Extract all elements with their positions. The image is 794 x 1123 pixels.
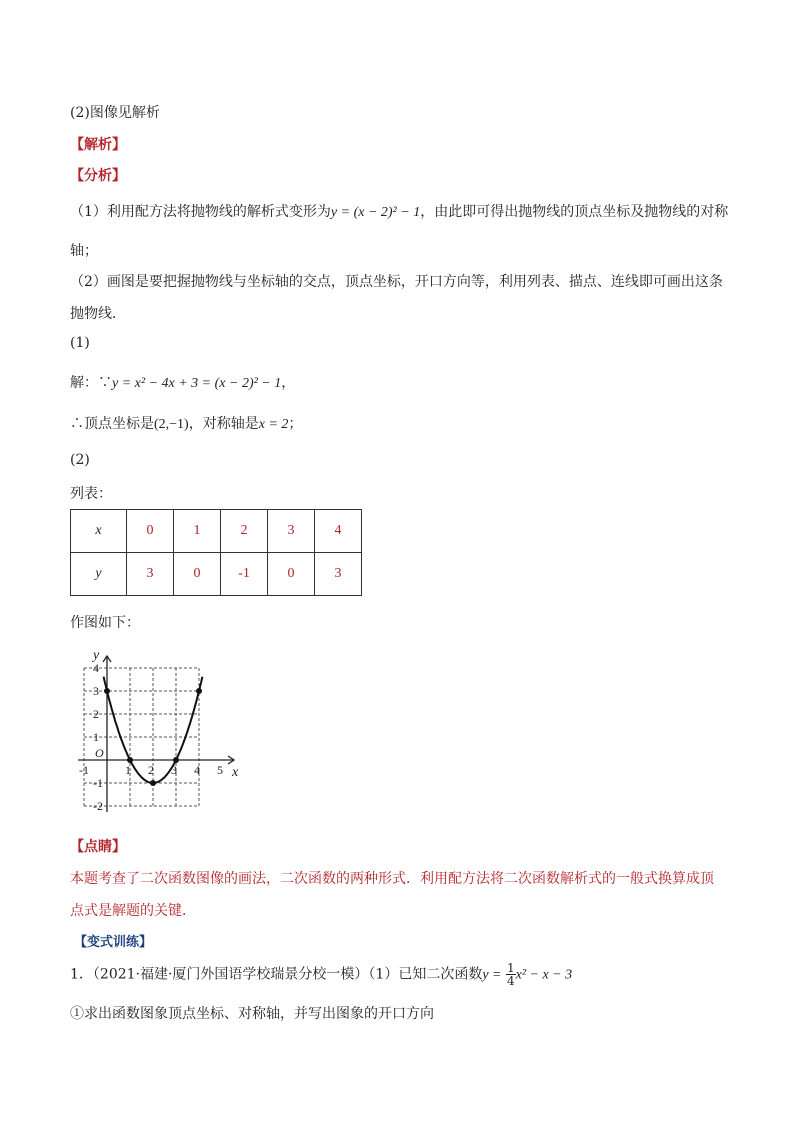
table-cell: 0 xyxy=(268,553,315,596)
analysis-1-formula: y = (x − 2)² − 1 xyxy=(330,205,421,220)
heading-fenxi: 【分析】 xyxy=(70,168,126,184)
analysis-1-text-b: ，由此即可得出抛物线的顶点坐标及抛物线的对称 xyxy=(420,204,729,220)
vertex-value: (2,−1) xyxy=(154,417,189,432)
table-row-y xyxy=(71,553,362,596)
x-axis-label: x xyxy=(232,765,239,780)
dianjing-line-2: 点式是解题的关键． xyxy=(70,903,196,919)
heading-bianshi: 【变式训练】 xyxy=(74,935,153,950)
y-tick-label: 3 xyxy=(93,684,99,698)
parabola-graph xyxy=(72,645,242,815)
graph-labels xyxy=(79,648,239,813)
solution-1-prefix: 解：∵ xyxy=(70,375,112,391)
analysis-1 xyxy=(70,201,728,221)
solution-1-label: (1) xyxy=(70,335,90,351)
x-tick-label: 4 xyxy=(194,763,200,777)
question-1 xyxy=(70,962,572,987)
solution-1-line xyxy=(70,372,295,392)
table-row-x xyxy=(71,510,362,553)
y-tick-label: 1 xyxy=(93,730,99,744)
x-tick-label: 5 xyxy=(217,763,223,777)
dianjing-line-1: 本题考查了二次函数图像的画法，二次函数的两种形式．利用配方法将二次函数解析式的一般式换算成顶 xyxy=(70,871,714,887)
axis-end: ； xyxy=(288,416,303,432)
analysis-1-end: 轴； xyxy=(70,243,98,259)
x-tick-label: 1 xyxy=(125,763,131,777)
draw-intro: 作图如下： xyxy=(70,615,140,631)
table-cell: 2 xyxy=(221,510,268,553)
analysis-2-end: 抛物线． xyxy=(70,306,126,322)
axis-value: x = 2 xyxy=(258,417,289,432)
data-point xyxy=(196,688,202,694)
analysis-1-text: （1）利用配方法将抛物线的解析式变形为 xyxy=(70,204,331,220)
table-header-y: y xyxy=(71,553,127,596)
question-1-sub: ①求出函数图象顶点坐标、对称轴，并写出图象的开口方向 xyxy=(70,1006,434,1022)
axis-prefix: ，对称轴是 xyxy=(188,416,259,432)
value-table xyxy=(70,509,362,596)
y-axis-label: y xyxy=(93,648,100,663)
heading-jiexi: 【解析】 xyxy=(70,137,126,153)
table-cell: 4 xyxy=(315,510,362,553)
y-tick-label: -2 xyxy=(93,799,103,813)
solution-1-vertex-line xyxy=(70,413,302,433)
y-tick-label: 2 xyxy=(93,707,99,721)
table-cell: -1 xyxy=(221,553,268,596)
y-tick-label: 4 xyxy=(93,661,99,675)
table-cell: 1 xyxy=(174,510,221,553)
question-1-y: y = xyxy=(482,967,502,983)
solution-1-formula: y = x² − 4x + 3 = (x − 2)² − 1 xyxy=(112,376,282,391)
table-header-x: x xyxy=(71,510,127,553)
data-point xyxy=(104,688,110,694)
table-cell: 3 xyxy=(268,510,315,553)
table-cell: 0 xyxy=(127,510,174,553)
table-intro: 列表： xyxy=(70,486,112,502)
x-tick-label: 3 xyxy=(171,763,177,777)
data-point xyxy=(150,780,156,786)
solution-1-suffix: ， xyxy=(281,375,296,391)
vertex-prefix: ∴顶点坐标是 xyxy=(70,416,154,432)
solution-2-label: (2) xyxy=(70,452,90,468)
question-1-text: 1．（2021·福建·厦门外国语学校瑞景分校一模）（1）已知二次函数 xyxy=(70,966,483,983)
fraction-numerator: 1 xyxy=(506,961,515,975)
table-cell: 3 xyxy=(127,553,174,596)
table-cell: 3 xyxy=(315,553,362,596)
fraction-denominator: 4 xyxy=(506,974,515,988)
x-tick-label: 2 xyxy=(148,763,154,777)
y-tick-label: -1 xyxy=(93,776,103,790)
table-cell: 0 xyxy=(174,553,221,596)
analysis-2: （2）画图是要把握抛物线与坐标轴的交点，顶点坐标，开口方向等，利用列表、描点、连线即可画出这条 xyxy=(70,274,723,290)
question-1-rest: x² − x − 3 xyxy=(515,967,573,983)
origin-label: O xyxy=(95,746,104,760)
part2-answer: (2)图像见解析 xyxy=(70,105,160,121)
question-1-fraction xyxy=(506,962,516,987)
heading-dianjing: 【点睛】 xyxy=(70,839,126,855)
x-tick-label: -1 xyxy=(79,763,89,777)
